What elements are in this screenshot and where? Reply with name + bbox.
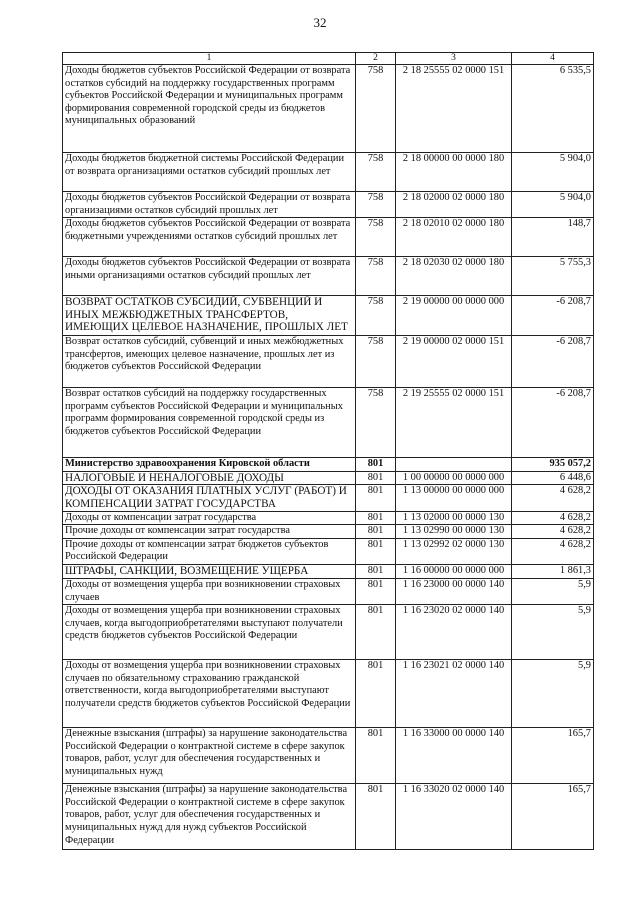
row-budget-code: 2 19 00000 00 0000 000	[396, 296, 512, 336]
table-row	[63, 605, 594, 660]
row-amount: 4 628,2	[512, 485, 594, 511]
row-description: Прочие доходы от компенсации затрат государства	[63, 525, 356, 539]
header-col-4: 4	[512, 53, 594, 65]
row-admin-code: 758	[356, 388, 396, 458]
header-col-2: 2	[356, 53, 396, 65]
row-amount: 5,9	[512, 660, 594, 728]
row-budget-code: 1 16 23000 00 0000 140	[396, 578, 512, 604]
row-budget-code: 2 18 02030 02 0000 180	[396, 257, 512, 296]
row-amount: 6 535,5	[512, 65, 594, 153]
table-row	[63, 257, 594, 296]
row-budget-code: 2 19 25555 02 0000 151	[396, 388, 512, 458]
row-description: Денежные взыскания (штрафы) за нарушение законодательства Российской Федерации о контрактной системе в сфере закупок товаров, работ, услуг для обеспечения государственных и муниципальных нужд для нужд субъектов Российской Федерации	[63, 784, 356, 850]
row-budget-code: 2 18 00000 00 0000 180	[396, 153, 512, 192]
row-amount: 5 904,0	[512, 192, 594, 218]
row-amount: 4 628,2	[512, 525, 594, 539]
row-budget-code	[396, 458, 512, 472]
row-budget-code: 1 16 23021 02 0000 140	[396, 660, 512, 728]
row-budget-code: 1 16 33020 02 0000 140	[396, 784, 512, 850]
row-admin-code: 801	[356, 564, 396, 578]
row-budget-code: 1 13 02000 00 0000 130	[396, 511, 512, 525]
row-amount: -6 208,7	[512, 296, 594, 336]
row-description: Прочие доходы от компенсации затрат бюджетов субъектов Российской Федерации	[63, 538, 356, 564]
row-amount: 4 628,2	[512, 538, 594, 564]
header-col-1: 1	[63, 53, 356, 65]
row-admin-code: 801	[356, 471, 396, 485]
row-description: Доходы бюджетов субъектов Российской Федерации от возврата организациями остатков субсидий прошлых лет	[63, 192, 356, 218]
table-row	[63, 538, 594, 564]
row-amount: -6 208,7	[512, 388, 594, 458]
header-col-3: 3	[396, 53, 512, 65]
revenue-table	[62, 52, 594, 850]
table-row	[63, 153, 594, 192]
table-row	[63, 485, 594, 511]
row-budget-code: 2 18 25555 02 0000 151	[396, 65, 512, 153]
row-description: Доходы от компенсации затрат государства	[63, 511, 356, 525]
page-number: 32	[313, 15, 327, 30]
row-description: Денежные взыскания (штрафы) за нарушение законодательства Российской Федерации о контрактной системе в сфере закупок товаров, работ, услуг для обеспечения государственных и муниципальных нужд	[63, 728, 356, 784]
row-amount: 148,7	[512, 218, 594, 257]
table-row	[63, 660, 594, 728]
row-amount: 935 057,2	[512, 458, 594, 472]
row-budget-code: 1 16 33000 00 0000 140	[396, 728, 512, 784]
row-admin-code: 801	[356, 728, 396, 784]
row-description: Доходы бюджетов субъектов Российской Федерации от возврата иными организациями остатков субсидий прошлых лет	[63, 257, 356, 296]
row-budget-code: 2 19 00000 02 0000 151	[396, 336, 512, 388]
table-row	[63, 578, 594, 604]
row-admin-code: 801	[356, 538, 396, 564]
table-row	[63, 192, 594, 218]
row-amount: 165,7	[512, 728, 594, 784]
row-description: Возврат остатков субсидий на поддержку государственных программ субъектов Российской Федерации и муниципальных программ формирования современной городской среды из бюджетов субъектов Российской Федерации	[63, 388, 356, 458]
row-admin-code: 801	[356, 511, 396, 525]
row-amount: 5,9	[512, 605, 594, 660]
row-description: Министерство здравоохранения Кировской области	[63, 458, 356, 472]
table-row	[63, 511, 594, 525]
row-budget-code: 1 00 00000 00 0000 000	[396, 471, 512, 485]
row-description: ДОХОДЫ ОТ ОКАЗАНИЯ ПЛАТНЫХ УСЛУГ (РАБОТ) И КОМПЕНСАЦИИ ЗАТРАТ ГОСУДАРСТВА	[63, 485, 356, 511]
row-budget-code: 1 13 00000 00 0000 000	[396, 485, 512, 511]
table-row	[63, 65, 594, 153]
row-budget-code: 1 16 23020 02 0000 140	[396, 605, 512, 660]
row-amount: -6 208,7	[512, 336, 594, 388]
table-row	[63, 784, 594, 850]
row-description: Доходы бюджетов бюджетной системы Российской Федерации от возврата организациями остатков субсидий прошлых лет	[63, 153, 356, 192]
row-budget-code: 1 13 02990 00 0000 130	[396, 525, 512, 539]
row-amount: 4 628,2	[512, 511, 594, 525]
table-row	[63, 728, 594, 784]
row-admin-code: 801	[356, 578, 396, 604]
table-row	[63, 564, 594, 578]
row-description: ВОЗВРАТ ОСТАТКОВ СУБСИДИЙ, СУБВЕНЦИЙ И ИНЫХ МЕЖБЮДЖЕТНЫХ ТРАНСФЕРТОВ, ИМЕЮЩИХ ЦЕЛЕВОЕ НАЗНАЧЕНИЕ, ПРОШЛЫХ ЛЕТ	[63, 296, 356, 336]
table-row	[63, 458, 594, 472]
table-row	[63, 471, 594, 485]
row-description: Доходы бюджетов субъектов Российской Федерации от возврата бюджетными учреждениями остатков субсидий прошлых лет	[63, 218, 356, 257]
row-amount: 5 904,0	[512, 153, 594, 192]
row-description: ШТРАФЫ, САНКЦИИ, ВОЗМЕЩЕНИЕ УЩЕРБА	[63, 564, 356, 578]
row-description: Доходы от возмещения ущерба при возникновении страховых случаев	[63, 578, 356, 604]
table-row	[63, 525, 594, 539]
row-amount: 5,9	[512, 578, 594, 604]
row-admin-code: 758	[356, 257, 396, 296]
row-admin-code: 801	[356, 784, 396, 850]
row-admin-code: 758	[356, 192, 396, 218]
row-description: Доходы от возмещения ущерба при возникновении страховых случаев, когда выгодоприобретателями выступают получатели средств бюджетов субъектов Российской Федерации	[63, 605, 356, 660]
row-amount: 6 448,6	[512, 471, 594, 485]
row-admin-code: 801	[356, 525, 396, 539]
row-budget-code: 2 18 02010 02 0000 180	[396, 218, 512, 257]
row-admin-code: 758	[356, 336, 396, 388]
row-admin-code: 758	[356, 296, 396, 336]
row-admin-code: 801	[356, 485, 396, 511]
row-amount: 1 861,3	[512, 564, 594, 578]
row-admin-code: 801	[356, 660, 396, 728]
row-amount: 5 755,3	[512, 257, 594, 296]
table-row	[63, 296, 594, 336]
row-admin-code: 801	[356, 458, 396, 472]
row-description: Доходы бюджетов субъектов Российской Федерации от возврата остатков субсидий на поддержку государственных программ субъектов Российской Федерации и муниципальных программ формирования современной городской среды из бюджетов муниципальных образований	[63, 65, 356, 153]
row-admin-code: 801	[356, 605, 396, 660]
row-admin-code: 758	[356, 153, 396, 192]
table-row	[63, 336, 594, 388]
table-row	[63, 388, 594, 458]
row-description: НАЛОГОВЫЕ И НЕНАЛОГОВЫЕ ДОХОДЫ	[63, 471, 356, 485]
row-admin-code: 758	[356, 65, 396, 153]
table-row	[63, 218, 594, 257]
row-description: Доходы от возмещения ущерба при возникновении страховых случаев по обязательному страхованию гражданской ответственности, когда выгодоприобретателями выступают получатели средств бюджетов субъектов Российской Федерации	[63, 660, 356, 728]
row-budget-code: 2 18 02000 02 0000 180	[396, 192, 512, 218]
row-budget-code: 1 16 00000 00 0000 000	[396, 564, 512, 578]
row-amount: 165,7	[512, 784, 594, 850]
row-admin-code: 758	[356, 218, 396, 257]
row-description: Возврат остатков субсидий, субвенций и иных межбюджетных трансфертов, имеющих целевое назначение, прошлых лет из бюджетов субъектов Российской Федерации	[63, 336, 356, 388]
table-header-row	[63, 53, 594, 65]
row-budget-code: 1 13 02992 02 0000 130	[396, 538, 512, 564]
